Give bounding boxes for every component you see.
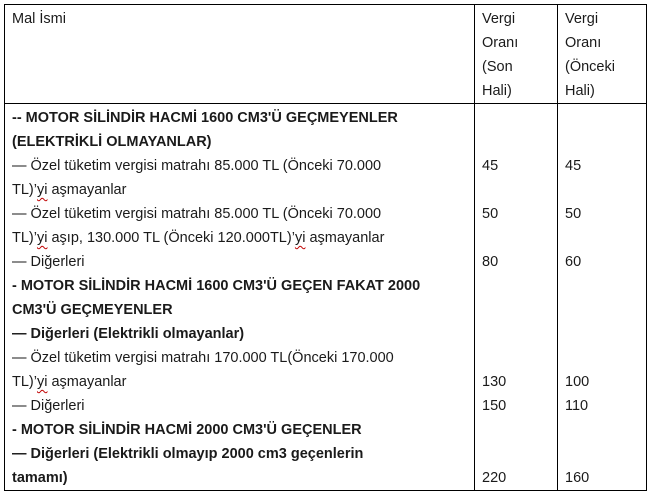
- item-line-part: aşmayanlar: [47, 374, 127, 390]
- old-rate-value: [565, 442, 639, 466]
- spelling-mark: yi: [36, 374, 48, 390]
- spelling-mark: yi: [36, 182, 48, 198]
- old-rate-value: 110: [565, 398, 589, 414]
- item-line: - MOTOR SİLİNDİR HACMİ 1600 CM3'Ü GEÇEN FAKAT 2000: [12, 278, 421, 294]
- item-line: - MOTOR SİLİNDİR HACMİ 2000 CM3'Ü GEÇENLER: [12, 422, 362, 438]
- header-label-line: Vergi: [482, 11, 516, 27]
- item-line-part: TL)’: [12, 374, 37, 390]
- old-rate-value: [565, 298, 639, 322]
- header-label-line: Hali): [565, 83, 595, 99]
- item-line: — Özel tüketim vergisi matrahı 170.000 TL(Önceki 170.000: [12, 350, 394, 366]
- old-rate-value: [565, 178, 639, 202]
- new-rate-value: 80: [482, 254, 499, 270]
- item-line: -- MOTOR SİLİNDİR HACMİ 1600 CM3'Ü GEÇMEYENLER: [12, 110, 398, 126]
- new-rate-value: [482, 178, 550, 202]
- item-line: [12, 226, 467, 250]
- old-rate-value: [565, 130, 639, 154]
- tax-rate-table: [4, 4, 647, 491]
- item-line-part: aşıp, 130.000 TL (Önceki 120.000TL)’: [47, 230, 295, 246]
- new-rate-value: [482, 322, 550, 346]
- new-rate-value: [482, 274, 550, 298]
- spelling-mark: yi: [36, 230, 48, 246]
- old-rate-value: [565, 346, 639, 370]
- old-rate-value: [565, 226, 639, 250]
- item-line: — Özel tüketim vergisi matrahı 85.000 TL (Önceki 70.000: [12, 158, 382, 174]
- new-rate-value: [482, 226, 550, 250]
- new-rate-value: 150: [482, 398, 507, 414]
- item-line-part: TL)’: [12, 182, 37, 198]
- item-line: — Diğerleri (Elektrikli olmayıp 2000 cm3 geçenlerin: [12, 446, 364, 462]
- old-rate-value: 50: [565, 206, 582, 222]
- new-rate-value: [482, 298, 550, 322]
- item-line: — Özel tüketim vergisi matrahı 85.000 TL (Önceki 70.000: [12, 206, 382, 222]
- header-label-line: Oranı: [482, 35, 519, 51]
- header-cell-old-rate: [558, 5, 647, 104]
- header-cell-name: [5, 5, 475, 104]
- item-line: [12, 178, 467, 202]
- item-line-part: TL)’: [12, 230, 37, 246]
- body-cell-items: [5, 104, 475, 491]
- header-label-line: Vergi: [565, 11, 599, 27]
- header-label-line: (Önceki: [565, 59, 615, 75]
- old-rate-value: 45: [565, 158, 582, 174]
- new-rate-value: 50: [482, 206, 499, 222]
- new-rate-value: 45: [482, 158, 499, 174]
- old-rate-value: [565, 418, 639, 442]
- spelling-mark: yi: [294, 230, 306, 246]
- old-rate-value: [565, 106, 639, 130]
- header-label-line: (Son: [482, 59, 513, 75]
- old-rate-value: 60: [565, 254, 582, 270]
- new-rate-value: [482, 442, 550, 466]
- body-cell-new-rates: [475, 104, 558, 491]
- body-cell-old-rates: [558, 104, 647, 491]
- item-line: — Diğerleri: [12, 254, 85, 270]
- header-label-line: Oranı: [565, 35, 602, 51]
- item-line-part: aşmayanlar: [47, 182, 127, 198]
- item-line: CM3'Ü GEÇMEYENLER: [12, 302, 173, 318]
- item-line: [12, 370, 467, 394]
- body-row: [5, 104, 647, 491]
- new-rate-value: [482, 418, 550, 442]
- item-line: tamamı): [12, 470, 68, 486]
- old-rate-value: [565, 322, 639, 346]
- new-rate-value: 220: [482, 470, 507, 486]
- item-line: (ELEKTRİKLİ OLMAYANLAR): [12, 134, 212, 150]
- old-rate-value: 160: [565, 470, 590, 486]
- header-row: [5, 5, 647, 104]
- item-line: — Diğerleri (Elektrikli olmayanlar): [12, 326, 245, 342]
- header-name-label: Mal İsmi: [12, 11, 66, 27]
- new-rate-value: [482, 130, 550, 154]
- old-rate-value: [565, 274, 639, 298]
- header-cell-new-rate: [475, 5, 558, 104]
- new-rate-value: 130: [482, 374, 507, 390]
- item-line: — Diğerleri: [12, 398, 85, 414]
- item-line-part: aşmayanlar: [305, 230, 385, 246]
- new-rate-value: [482, 106, 550, 130]
- new-rate-value: [482, 346, 550, 370]
- header-label-line: Hali): [482, 83, 512, 99]
- old-rate-value: 100: [565, 374, 590, 390]
